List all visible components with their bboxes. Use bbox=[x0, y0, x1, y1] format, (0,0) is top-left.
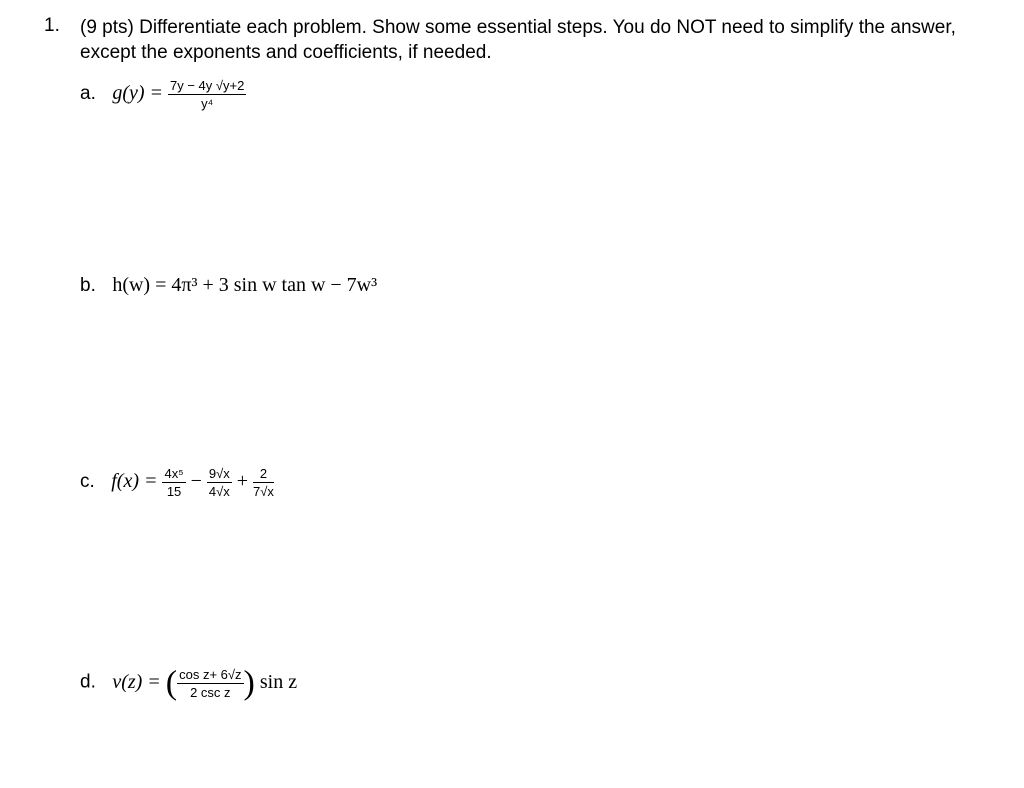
part-c-lhs: f(x) = bbox=[111, 470, 158, 493]
part-d-trailing: sin z bbox=[259, 670, 298, 693]
part-d-left-paren: ( bbox=[165, 664, 178, 701]
question-number: 1. bbox=[44, 15, 60, 36]
part-c-term2 bbox=[207, 466, 232, 499]
part-c-operator-minus: − bbox=[190, 470, 202, 493]
part-d-right-paren: ) bbox=[243, 664, 255, 701]
part-c bbox=[80, 466, 274, 499]
part-a-denominator: y⁴ bbox=[201, 96, 214, 111]
part-c-expression bbox=[111, 466, 274, 499]
part-d-lhs: v(z) = bbox=[112, 670, 161, 693]
part-d-label: d. bbox=[80, 671, 96, 693]
part-d bbox=[80, 664, 297, 702]
part-b bbox=[80, 274, 377, 297]
part-c-term2-denominator: 4√x bbox=[208, 484, 230, 499]
part-c-term3 bbox=[253, 466, 274, 499]
part-d-numerator: cos z+ 6√z bbox=[179, 666, 242, 682]
part-c-term3-numerator: 2 bbox=[253, 466, 274, 483]
part-d-fraction bbox=[177, 667, 243, 700]
part-a-expression bbox=[112, 78, 246, 111]
part-a-numerator: 7y − 4y √y+2 bbox=[170, 78, 245, 93]
part-d-denominator: 2 csc z bbox=[190, 684, 231, 700]
part-b-label: b. bbox=[80, 275, 96, 296]
part-c-term1-numerator: 4x⁵ bbox=[164, 466, 184, 481]
part-b-expression: h(w) = 4π³ + 3 sin w tan w − 7w³ bbox=[112, 274, 378, 296]
part-c-operator-plus: + bbox=[236, 470, 249, 493]
part-c-label: c. bbox=[80, 471, 95, 493]
part-c-term2-numerator: 9√x bbox=[208, 466, 230, 481]
part-c-term3-denominator: 7√x bbox=[253, 484, 274, 499]
question-instructions: (9 pts) Differentiate each problem. Show some essential steps. You do NOT need to simplify the answer, except the exponents and coefficients, if needed. bbox=[80, 17, 956, 63]
part-c-term1 bbox=[162, 466, 185, 499]
part-d-expression bbox=[112, 664, 298, 701]
part-a bbox=[80, 78, 246, 111]
part-a-lhs: g(y) = bbox=[112, 82, 164, 105]
part-a-fraction bbox=[168, 78, 246, 111]
part-c-term1-denominator: 15 bbox=[166, 484, 182, 499]
part-a-label: a. bbox=[80, 83, 96, 105]
